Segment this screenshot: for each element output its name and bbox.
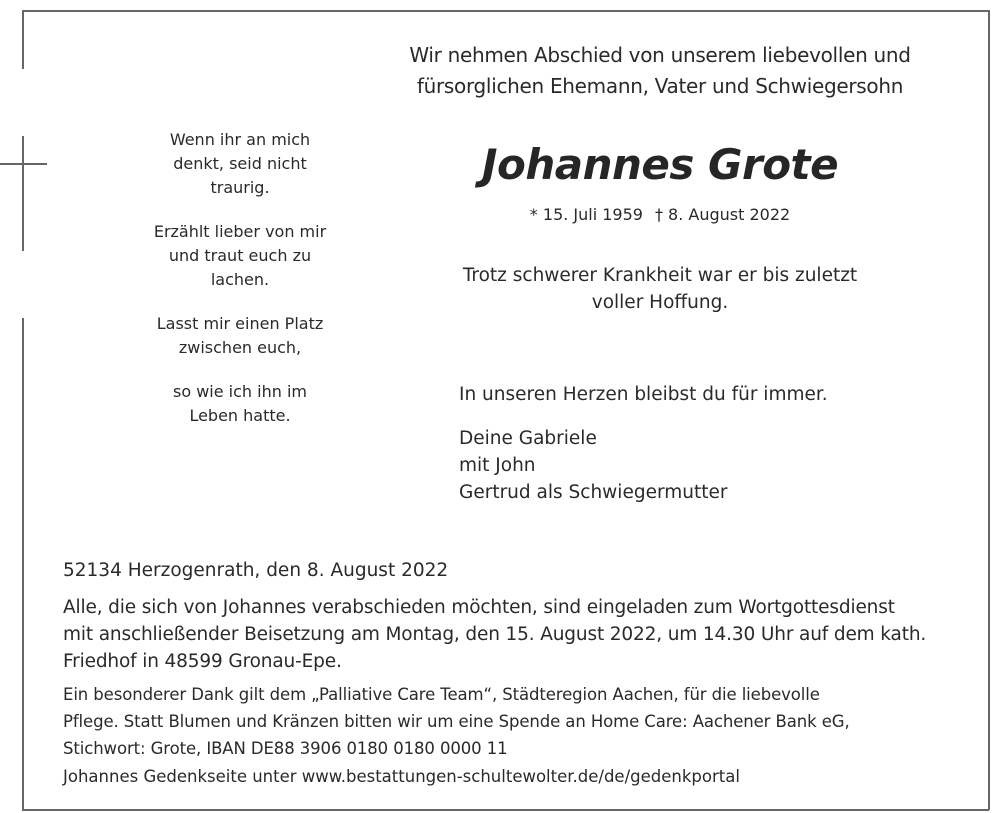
cross-horizontal-bar [0, 163, 47, 165]
family-member: Gertrud als Schwiegermutter [459, 482, 728, 503]
service-line: Alle, die sich von Johannes verabschieden möchten, sind eingeladen zum Wortgottesdienst [63, 597, 895, 618]
poem-line: traurig. [210, 178, 270, 197]
poem-stanza [140, 128, 340, 200]
illness-line: voller Hoffung. [591, 292, 729, 313]
service-line: Friedhof in 48599 Gronau-Epe. [63, 651, 342, 672]
service-line: mit anschließender Beisetzung am Montag, den 15. August 2022, um 14.30 Uhr auf dem kath. [63, 624, 927, 645]
intro-line: Wir nehmen Abschied von unserem liebevollen und [409, 43, 911, 67]
poem-line: so wie ich ihn im [173, 382, 307, 401]
thanks-line: Pflege. Statt Blumen und Kränzen bitten wir um eine Spende an Home Care: Aachener Bank eG, [63, 712, 850, 731]
poem-stanza [140, 380, 340, 428]
thanks-note [63, 681, 963, 762]
death-date: † 8. August 2022 [654, 205, 791, 224]
place-and-date: 52134 Herzogenrath, den 8. August 2022 [63, 560, 449, 581]
service-announcement [63, 594, 963, 675]
illness-line: Trotz schwerer Krankheit war er bis zuletzt [462, 265, 858, 286]
family-member: Deine Gabriele [459, 428, 597, 449]
poem-line: lachen. [210, 270, 270, 289]
cross-vertical-bar [22, 136, 24, 251]
family-member: mit John [459, 455, 536, 476]
poem-line: Erzählt lieber von mir [153, 222, 327, 241]
poem-line: denkt, seid nicht [173, 154, 307, 173]
intro-text [390, 40, 930, 102]
frame-bottom-line [22, 809, 989, 811]
life-dates [500, 205, 820, 224]
farewell-message: In unseren Herzen bleibst du für immer. [459, 384, 828, 405]
frame-right-line [988, 10, 990, 810]
poem-line: Lasst mir einen Platz [156, 314, 324, 333]
thanks-line: Stichwort: Grote, IBAN DE88 3906 0180 0180 0000 11 [63, 739, 508, 758]
family-signatures [459, 425, 727, 506]
intro-line: fürsorglichen Ehemann, Vater und Schwiegersohn [416, 74, 904, 98]
poem-line: und traut euch zu [168, 246, 312, 265]
birth-date: * 15. Juli 1959 [529, 205, 643, 224]
poem-line: Wenn ihr an mich [169, 130, 311, 149]
poem-stanza [140, 312, 340, 360]
memorial-page-link: Johannes Gedenkseite unter www.bestattungen-schultewolter.de/de/gedenkportal [63, 767, 740, 786]
poem-line: Leben hatte. [189, 406, 291, 425]
thanks-line: Ein besonderer Dank gilt dem „Palliative Care Team“, Städteregion Aachen, für die liebevolle [63, 685, 820, 704]
poem-stanza [140, 220, 340, 292]
frame-left-line-lower [22, 318, 24, 810]
poem [140, 128, 340, 448]
illness-statement [430, 262, 890, 316]
frame-left-line-upper [22, 10, 24, 69]
deceased-name: Johannes Grote [481, 140, 839, 189]
poem-line: zwischen euch, [178, 338, 302, 357]
frame-top-line [22, 10, 989, 12]
